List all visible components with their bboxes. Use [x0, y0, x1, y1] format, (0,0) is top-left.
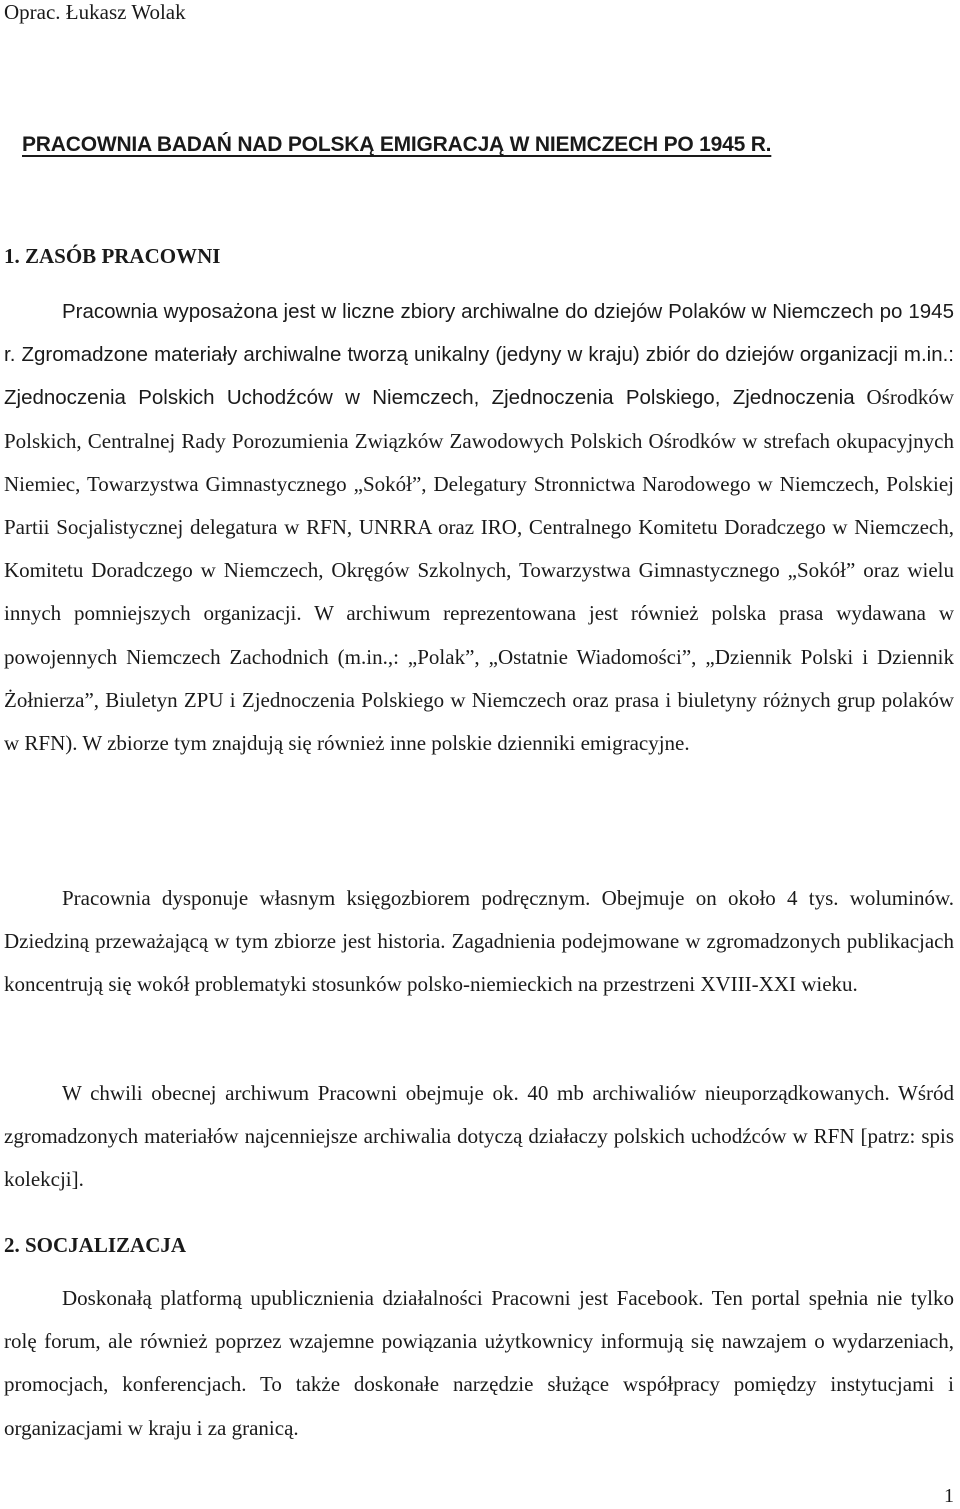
section-heading-socjalizacja: 2. SOCJALIZACJA — [4, 1233, 187, 1257]
paragraph-zasob-archives — [4, 290, 954, 765]
paragraph-library: Pracownia dysponuje własnym księgozbiorem podręcznym. Obejmuje on około 4 tys. woluminów. Dziedziną przeważającą w tym zbiorze jest historia. Zagadnienia podejmowane w zgromadzonych publikacjach koncentrują się wokół problematyki stosunków polsko-niemieckich na przestrzeni XVIII-XXI wieku. — [4, 886, 954, 997]
page-number: 1 — [944, 1485, 954, 1507]
paragraph-text-sans: Pracownia wyposażona jest w liczne zbiory archiwalne do dziejów Polaków w Niemczech po 1945 r. Zgromadzone materiały archiwalne tworzą unikalny (jedyny w kraju) zbiór do dziejów organizacji m.in.: Zjednoczenia Polskich Uchodźców w Niemczech, Zjednoczenia Polskiego, Zjednoczenia — [4, 300, 954, 410]
document-title: PRACOWNIA BADAŃ NAD POLSKĄ EMIGRACJĄ W NIEMCZECH PO 1945 R. — [22, 133, 772, 156]
paragraph-text-serif: Ośrodków Polskich, Centralnej Rady Porozumienia Związków Zawodowych Polskich Ośrodków w strefach okupacyjnych Niemiec, Towarzystwa Gimnastycznego „Sokół”, Delegatury Stronnictwa Narodowego w Niemczech, Polskiej Partii Socjalistycznej delegatura w RFN, UNRRA oraz IRO, Centralnego Komitetu Doradczego w Niemczech, Komitetu Doradczego w Niemczech, Okręgów Szkolnych, Towarzystwa Gimnastycznego „Sokół” oraz wielu innych pomniejszych organizacji. W archiwum reprezentowana jest również polska prasa wydawana w powojennych Niemczech Zachodnich (m.in.,: „Polak”, „Ostatnie Wiadomości”, „Dziennik Polski i Dziennik Żołnierza”, Biuletyn ZPU i Zjednoczenia Polskiego w Niemczech oraz prasa i biuletyny różnych grup polaków w RFN). W zbiorze tym znajdują się również inne polskie dzienniki emigracyjne. — [4, 385, 954, 756]
paragraph-archive-size: W chwili obecnej archiwum Pracowni obejmuje ok. 40 mb archiwaliów nieuporządkowanych. Wśród zgromadzonych materiałów najcenniejsze archiwalia dotyczą działaczy polskich uchodźców w RFN [patrz: spis kolekcji]. — [4, 1081, 954, 1192]
paragraph-facebook: Doskonałą platformą upublicznienia działalności Pracowni jest Facebook. Ten portal spełnia nie tylko rolę forum, ale również poprzez wzajemne powiązania użytkownicy informują się nawzajem o wydarzeniach, promocjach, konferencjach. To także doskonałe narzędzie służące współpracy pomiędzy instytucjami i organizacjami w kraju i za granicą. — [4, 1286, 954, 1440]
author-line: Oprac. Łukasz Wolak — [4, 0, 186, 24]
section-heading-zasob: 1. ZASÓB PRACOWNI — [4, 244, 221, 268]
